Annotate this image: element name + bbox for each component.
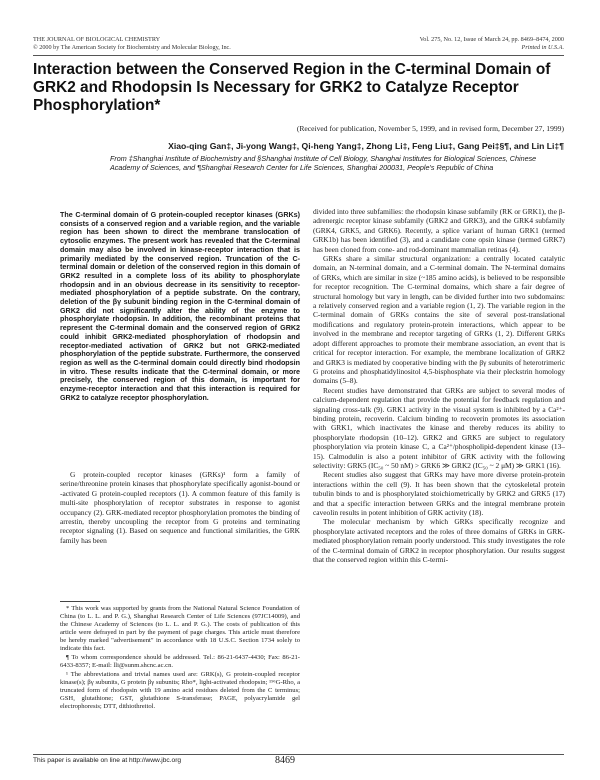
footnote-abbreviations: ¹ The abbreviations and trivial names used are: GRK(s), G protein-coupled receptor kinase(s); βγ subunits, G protein βγ subunits; Rho*, light-activated rhodopsin; ¹⁹⁶G-Rho, a truncated form of rhodopsin with 19 amino acid residues deleted from the C terminus; GSH, glutathione; GST, glutathione S-transferase; PAGE, polyacrylamide gel electrophoresis; DTT, dithiothreitol. bbox=[60, 671, 300, 710]
received-dates: (Received for publication, November 5, 1999, and in revised form, December 27, 1999) bbox=[296, 124, 564, 133]
journal-header bbox=[33, 36, 231, 51]
footnote-funding: * This work was supported by grants from the National Natural Science Foundation of China (to L. L. and P. G.), Shanghai Research Center of Life Sciences (97JC14009), and the Chinese Academy of Sciences (to L. L. and P. G.). The costs of publication of this article were defrayed in part by the payment of page charges. This article must therefore be hereby marked "advertisement" in accordance with 18 U.S.C. Section 1734 solely to indicate this fact. bbox=[60, 605, 300, 652]
body-paragraph: GRKs share a similar structural organization: a centrally located catalytic domain, an N-terminal domain, and a C-terminal domain. The N-terminal domains of GRKs, which are similar in size (~185 amino acids), is believed to be responsible for receptor recognition. The C-terminal domains, which share a fair degree of structural homology but vary in length, can be divided further into two subdomains: a relatively conserved region and a variable region (1, 2). The variable region in the C-terminal domain of GRKs contains the site of several post-translational modifications and regulatory protein-protein interactions, which appear to be involved in the membrane and receptor targeting of GRKs (1, 2). Different GRKs adopt different approaches to promote their membrane association, an event that is critical for receptor interaction. For example, the membrane localization of GRK2 and GRK3 is mediated by cooperative binding with the βγ subunits of heterotrimeric G proteins and phosphatidylinositol 4,5-bisphosphate via their pleckstrin homology domains (5–8). bbox=[313, 254, 565, 386]
affiliations: From ‡Shanghai Institute of Biochemistry and §Shanghai Institute of Cell Biology, Shanghai Institutes for Biological Sciences, Chinese Academy of Sciences, and ¶Shanghai Research Center for Life Sciences, Shanghai 200031, People's Republic of China bbox=[110, 154, 537, 172]
header-rule bbox=[33, 55, 564, 56]
author-list: Xiao-qing Gan‡, Ji-yong Wang‡, Qi-heng Yang‡, Zhong Li‡, Feng Liu‡, Gang Pei‡§¶, and Lin Li‡¶ bbox=[168, 141, 564, 151]
body-paragraph: The molecular mechanism by which GRKs specifically recognize and phosphorylate activated receptors and the roles of three domains of GRKs in GRK-mediated phosphorylation remain poorly understood. This study investigates the role of the C-terminal domain of GRK2 in receptor phosphorylation. Our results suggest that the conserved region within this C-termi- bbox=[313, 517, 565, 565]
footnotes bbox=[60, 605, 300, 712]
issue-header bbox=[420, 36, 564, 51]
body-right-column bbox=[313, 207, 565, 564]
footer-rule bbox=[33, 754, 564, 755]
printed-in: Printed in U.S.A. bbox=[521, 43, 564, 51]
online-availability: This paper is available on line at http://www.jbc.org bbox=[33, 757, 182, 764]
footnote-rule bbox=[60, 601, 100, 602]
body-paragraph: Recent studies also suggest that GRKs may have more diverse protein-protein interactions within the cell (9). It has been shown that the cytoskeletal protein tubulin binds to and is phosphorylated stoichiometrically by GRK2 and GRK5 (17) and that a specific interaction between GRKs and the integral membrane protein caveolin results in potent inhibition of GRK activity (18). bbox=[313, 470, 565, 517]
intro-paragraph: G protein-coupled receptor kinases (GRKs)¹ form a family of serine/threonine protein kinases that phosphorylate specifically agonist-bound or -activated G protein-coupled receptors (1). A common feature of this family is multi-site phosphorylation of receptor substrates in response to agonist occupancy (2). GRK-mediated receptor phosphorylation promotes the binding of arrestin, thereby uncoupling the receptor from G proteins and terminating receptor signaling (1). Based on sequence and functional similarities, the GRK family has been bbox=[60, 470, 300, 545]
volume-info: Vol. 275, No. 12, Issue of March 24, pp. 8469–8474, 2000 bbox=[419, 36, 564, 43]
footnote-correspondence: ¶ To whom correspondence should be addressed. Tel.: 86-21-6437-4430; Fax: 86-21-6433-8357; E-mail: lli@sunm.shcnc.ac.cn. bbox=[60, 654, 300, 669]
copyright-line: © 2000 by The American Society for Biochemistry and Molecular Biology, Inc. bbox=[33, 43, 231, 51]
journal-name: THE JOURNAL OF BIOLOGICAL CHEMISTRY bbox=[33, 36, 161, 43]
body-paragraph: Recent studies have demonstrated that GRKs are subject to several modes of calcium-dependent regulation that provide the potential for feedback regulation and signaling cross-talk (9). GRK1 activity in the visual system is inhibited by a Ca²⁺-binding protein, recoverin. Calcium binding to recoverin promotes its association with GRK1, which inactivates the kinase and thereby reduces its ability to phosphorylate rhodopsin (10–12). GRK2 and GRK5 are subject to regulatory phosphorylation via protein kinase C, a Ca²⁺/phospholipid-dependent kinase (13–15). Calmodulin is also a potent inhibitor of GRK activity with the following selectivity: GRK5 (IC₅₀ ~ 50 nM) > GRK6 ≫ GRK2 (IC₅₀ ~ 2 μM) ≫ GRK1 (16). bbox=[313, 385, 565, 470]
page-number: 8469 bbox=[275, 755, 295, 766]
body-left-column bbox=[60, 470, 300, 545]
article-title: Interaction between the Conserved Region in the C-terminal Domain of GRK2 and Rhodopsin Is Necessary for GRK2 to Catalyze Receptor Phosphorylation* bbox=[33, 61, 551, 114]
abstract: The C-terminal domain of G protein-coupled receptor kinases (GRKs) consists of a conserved region and a variable region, and the variable region has been shown to direct the membrane translocation of cytosolic enzymes. The present work has revealed that the C-terminal domain may also be involved in kinase-receptor interaction that is primarily mediated by the conserved region. Truncation of the C-terminal domain or deletion of the conserved region in this domain of GRK2 resulted in a complete loss of its ability to phosphorylate rhodopsin and in an obvious decrease in its sensitivity to receptor-mediated phosphorylation of a peptide substrate. On the contrary, deletion of the βγ subunit binding region in the C-terminal domain of GRK2 did not significantly alter the ability of the enzyme to phosphorylate rhodopsin. In addition, the recombinant proteins that represent the C-terminal domain and the conserved region of GRK2 could inhibit GRK2-mediated phosphorylation of rhodopsin and receptor-mediated activation of GRK2 but not GRK2-mediated phosphorylation of the peptide substrate. Furthermore, the conserved region as well as the C-terminal domain could directly bind rhodopsin in vitro. These results indicate that the C-terminal domain, or more precisely, the conserved region of this domain, is important for enzyme-receptor interaction and that this interaction is required for GRK2 to catalyze receptor phosphorylation. bbox=[60, 211, 300, 402]
body-paragraph: divided into three subfamilies: the rhodopsin kinase subfamily (RK or GRK1), the β-adrenergic receptor kinase subfamily (GRK2 and GRK3), and the GRK4 subfamily (GRK4, GRK5, and GRK6). Recently, a splice variant of human GRK1 (termed GRK1b) has been identified (3), and a candidate cone opsin kinase (termed GRK7) has been cloned from cone- and rod-dominant mammalian retinas (4). bbox=[313, 207, 565, 254]
